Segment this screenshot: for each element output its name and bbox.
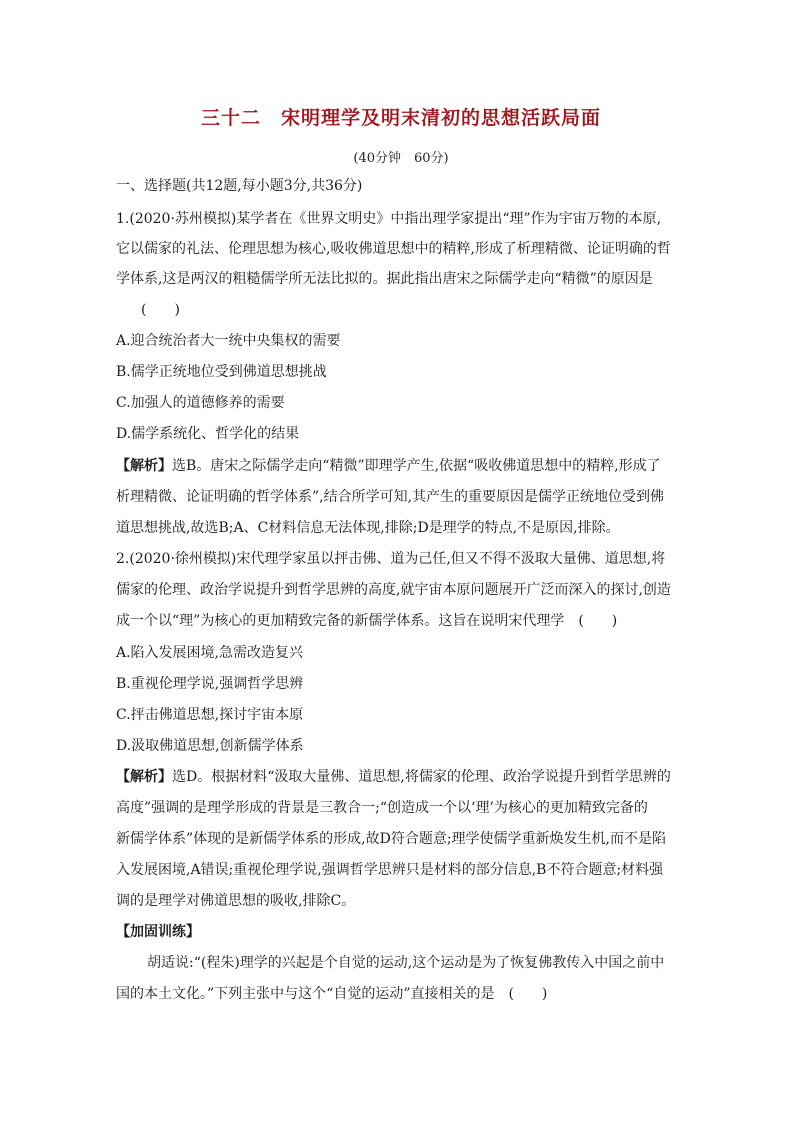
q1-option-d: D.儒学系统化、哲学化的结果 <box>116 426 300 442</box>
q1-stem-line-3: 学体系,这是两汉的粗糙儒学所无法比拟的。据此指出唐宋之际儒学走向“精微”的原因是 <box>116 271 653 287</box>
q2-analysis-text-1: 选D。根据材料“汲取大量佛、道思想,将儒家的伦理、政治学说提升到哲学思辨的 <box>172 769 671 785</box>
q2-analysis-line-1 <box>116 767 671 787</box>
q1-option-c: C.加强人的道德修养的需要 <box>116 395 285 411</box>
q2-stem-line-1: 2.(2020·徐州模拟)宋代理学家虽以抨击佛、道为己任,但又不得不汲取大量佛、道思想,将 <box>116 551 666 567</box>
q2-option-a: A.陷入发展困境,急需改造复兴 <box>116 645 304 661</box>
reinforce-line-1: 胡适说:“(程朱)理学的兴起是个自觉的运动,这个运动是为了恢复佛教传入中国之前中 <box>147 955 665 971</box>
q2-stem-line-3: 成一个以“理”为核心的更加精致完备的新儒学体系。这旨在说明宋代理学 ( ) <box>116 613 618 629</box>
q2-option-d: D.汲取佛道思想,创新儒学体系 <box>116 738 304 754</box>
q1-analysis-text-1: 选B。唐宋之际儒学走向“精微”即理学产生,依据“吸收佛道思想中的精粹,形成了 <box>172 458 661 474</box>
q2-analysis-line-4: 入发展困境,A错误;重视伦理学说,强调哲学思辨只是材料的部分信息,B不符合题意;材料强 <box>116 862 664 878</box>
q1-stem-line-2: 它以儒家的礼法、伦理思想为核心,吸收佛道思想中的精粹,形成了析理精微、论证明确的哲 <box>116 241 671 257</box>
reinforce-heading: 【加固训练】 <box>116 924 200 940</box>
q1-analysis-tag: 【解析】 <box>116 458 172 474</box>
q2-analysis-tag: 【解析】 <box>116 769 172 785</box>
section-heading: 一、选择题(共12题,每小题3分,共36分) <box>116 178 363 194</box>
q2-analysis-line-5: 调的是理学对佛道思想的吸收,排除C。 <box>116 893 356 909</box>
reinforce-line-2: 国的本土文化。”下列主张中与这个“自觉的运动”直接相关的是 ( ) <box>116 986 548 1002</box>
q1-answer-blank: ( ) <box>141 302 180 318</box>
q2-option-c: C.抨击佛道思想,探讨宇宙本原 <box>116 707 304 723</box>
q2-stem-line-2: 儒家的伦理、政治学说提升到哲学思辨的高度,就宇宙本原问题展开广泛而深入的探讨,创造 <box>116 582 671 598</box>
q1-analysis-line-3: 道思想挑战,故选B;A、C材料信息无法体现,排除;D是理学的特点,不是原因,排除。 <box>116 520 620 536</box>
q2-analysis-line-2: 高度”强调的是理学形成的背景是三教合一;“创造成一个以‘理’为核心的更加精致完备的 <box>116 800 648 816</box>
q1-option-a: A.迎合统治者大一统中央集权的需要 <box>116 333 341 349</box>
q2-option-b: B.重视伦理学说,强调哲学思辨 <box>116 676 304 692</box>
q2-analysis-line-3: 新儒学体系”体现的是新儒学体系的形成,故D符合题意;理学使儒学重新焕发生机,而不是陷 <box>116 831 666 847</box>
q1-option-b: B.儒学正统地位受到佛道思想挑战 <box>116 364 327 380</box>
time-score-note: (40分钟 60分) <box>353 151 449 166</box>
q1-analysis-line-1 <box>116 456 661 476</box>
q1-analysis-line-2: 析理精微、论证明确的哲学体系”,结合所学可知,其产生的重要原因是儒学正统地位受到佛 <box>116 489 665 505</box>
page-title: 三十二 宋明理学及明末清初的思想活跃局面 <box>200 107 601 129</box>
q1-stem-line-1: 1.(2020·苏州模拟)某学者在《世界文明史》中指出理学家提出“理”作为宇宙万物的本原, <box>116 211 662 227</box>
